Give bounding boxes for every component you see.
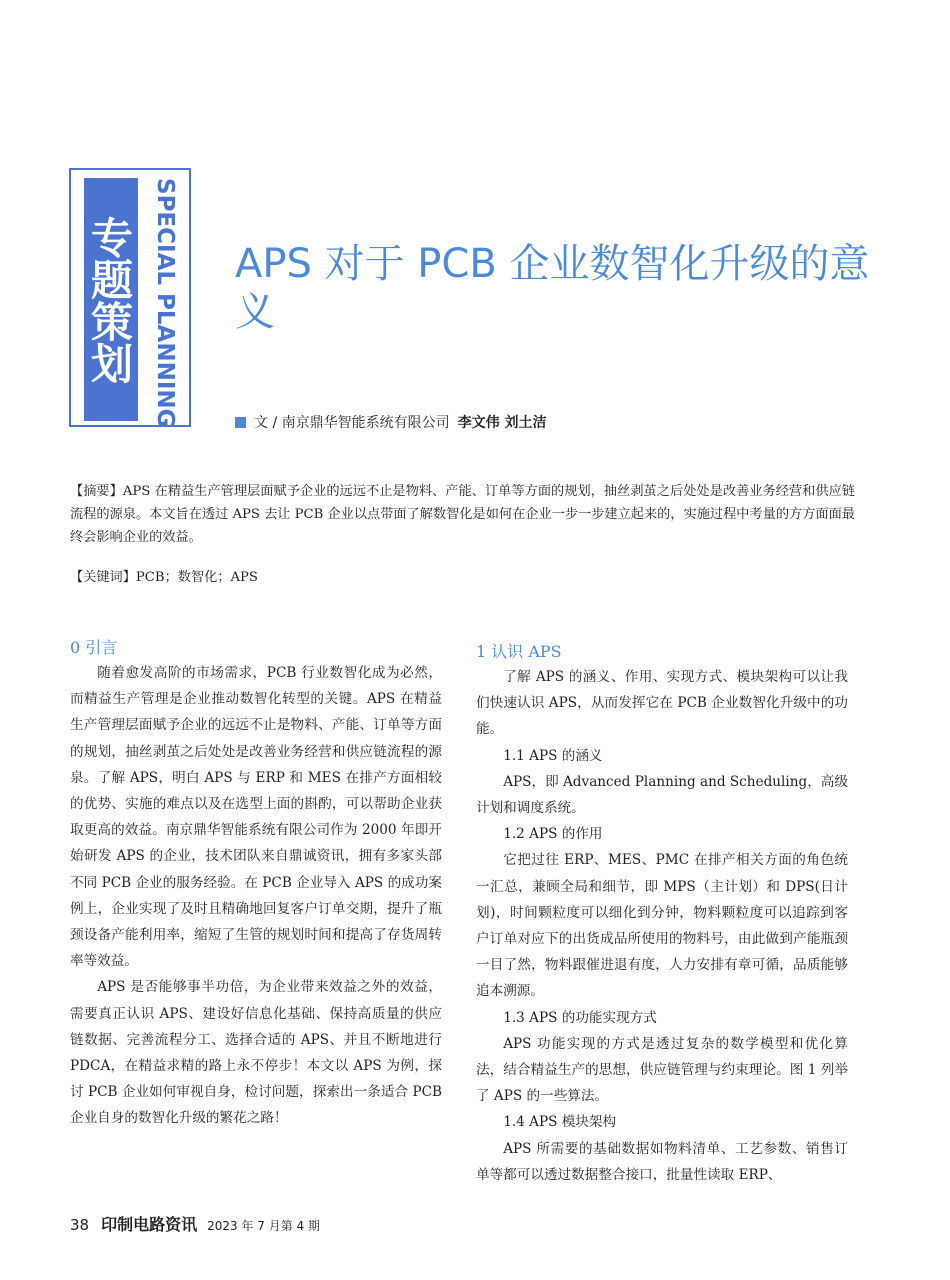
column-label-chinese: 专题策划: [84, 178, 138, 421]
byline-authors: 李文伟 刘土洁: [457, 415, 547, 431]
issue-date: 2023 年 7 月第 4 期: [207, 1219, 320, 1233]
column-label-english: SPECIAL PLANNING: [152, 178, 178, 428]
paragraph: 随着愈发高阶的市场需求，PCB 行业数智化成为必然，而精益生产管理是企业推动数智化转型的关键。APS 在精益生产管理层面赋予企业的远远不止是物料、产能、订单等方面的规划，抽丝剥茧之后处处是改善业务经营和供应链流程的源泉。了解 APS，明白 APS 与 ERP 和 MES 在排产方面相较的优势、实施的难点以及在选型上面的斟酌，可以帮助企业获取更高的效益。南京鼎华智能系统有限公司作为 2000 年即开始研发 APS 的企业，技术团队来自鼎诚资讯，拥有多家头部不同 PCB 企业的服务经验。在 PCB 企业导入 APS 的成功案例上，企业实现了及时且精确地回复客户订单交期，提升了瓶颈设备产能利用率，缩短了生管的规划时间和提高了存货周转率等效益。: [70, 665, 442, 970]
square-bullet-icon: [235, 417, 246, 428]
special-planning-badge: [69, 168, 191, 427]
section-heading-introduction: 0 引言: [70, 638, 118, 657]
subsection-heading: 1.4 APS 模块架构: [503, 1114, 617, 1131]
page-footer: [70, 1212, 320, 1235]
paragraph: 了解 APS 的涵义、作用、实现方式、模块架构可以让我们快速认识 APS，从而发挥它在 PCB 企业数智化升级中的功能。: [476, 669, 848, 738]
subsection-heading: 1.1 APS 的涵义: [503, 747, 603, 764]
byline: [235, 412, 547, 432]
left-column: [70, 636, 442, 1132]
keywords: 【关键词】PCB；数智化；APS: [70, 570, 258, 585]
section-heading-understanding-aps: 1 认识 APS: [476, 642, 562, 661]
byline-affiliation: 文 / 南京鼎华智能系统有限公司: [254, 415, 450, 431]
abstract: 【摘要】APS 在精益生产管理层面赋予企业的远远不止是物料、产能、订单等方面的规划，抽丝剥茧之后处处是改善业务经营和供应链流程的源泉。本文旨在透过 APS 去让 PCB 企业以点带面了解数智化是如何在企业一步一步建立起来的，实施过程中考量的方方面面最终会影响企业的效益。: [70, 484, 855, 545]
subsection-heading: 1.3 APS 的功能实现方式: [503, 1009, 657, 1026]
subsection-heading: 1.2 APS 的作用: [503, 826, 603, 843]
paragraph: APS 功能实现的方式是透过复杂的数学模型和优化算法，结合精益生产的思想，供应链管理与约束理论。图 1 列举了 APS 的一些算法。: [476, 1035, 848, 1105]
paragraph: APS，即 Advanced Planning and Scheduling，高级计划和调度系统。: [476, 773, 848, 817]
page-number: 38: [70, 1216, 90, 1234]
paragraph: APS 是否能够事半功倍，为企业带来效益之外的效益，需要真正认识 APS、建设好信息化基础、保持高质量的供应链数据、完善流程分工、选择合适的 APS、并且不断地进行 PDCA，在精益求精的路上永不停步！本文以 APS 为例，探讨 PCB 企业如何审视自身，检讨问题，探索出一条适合 PCB 企业自身的数智化升级的繁花之路！: [70, 979, 442, 1127]
magazine-name: 印制电路资讯: [101, 1215, 198, 1234]
right-column: [476, 640, 848, 1188]
paragraph: APS 所需要的基础数据如物料清单、工艺参数、销售订单等都可以透过数据整合接口，批量性读取 ERP、: [476, 1140, 848, 1183]
article-title: APS 对于 PCB 企业数智化升级的意义: [235, 241, 870, 335]
paragraph: 它把过往 ERP、MES、PMC 在排产相关方面的角色统一汇总，兼顾全局和细节，即 MPS（主计划）和 DPS(日计划)，时间颗粒度可以细化到分钟，物料颗粒度可以追踪到客户订单对应下的出货成品所使用的物料号，由此做到产能瓶颈一目了然，物料跟催进退有度，人力安排有章可循，品质能够追本溯源。: [476, 852, 848, 1000]
